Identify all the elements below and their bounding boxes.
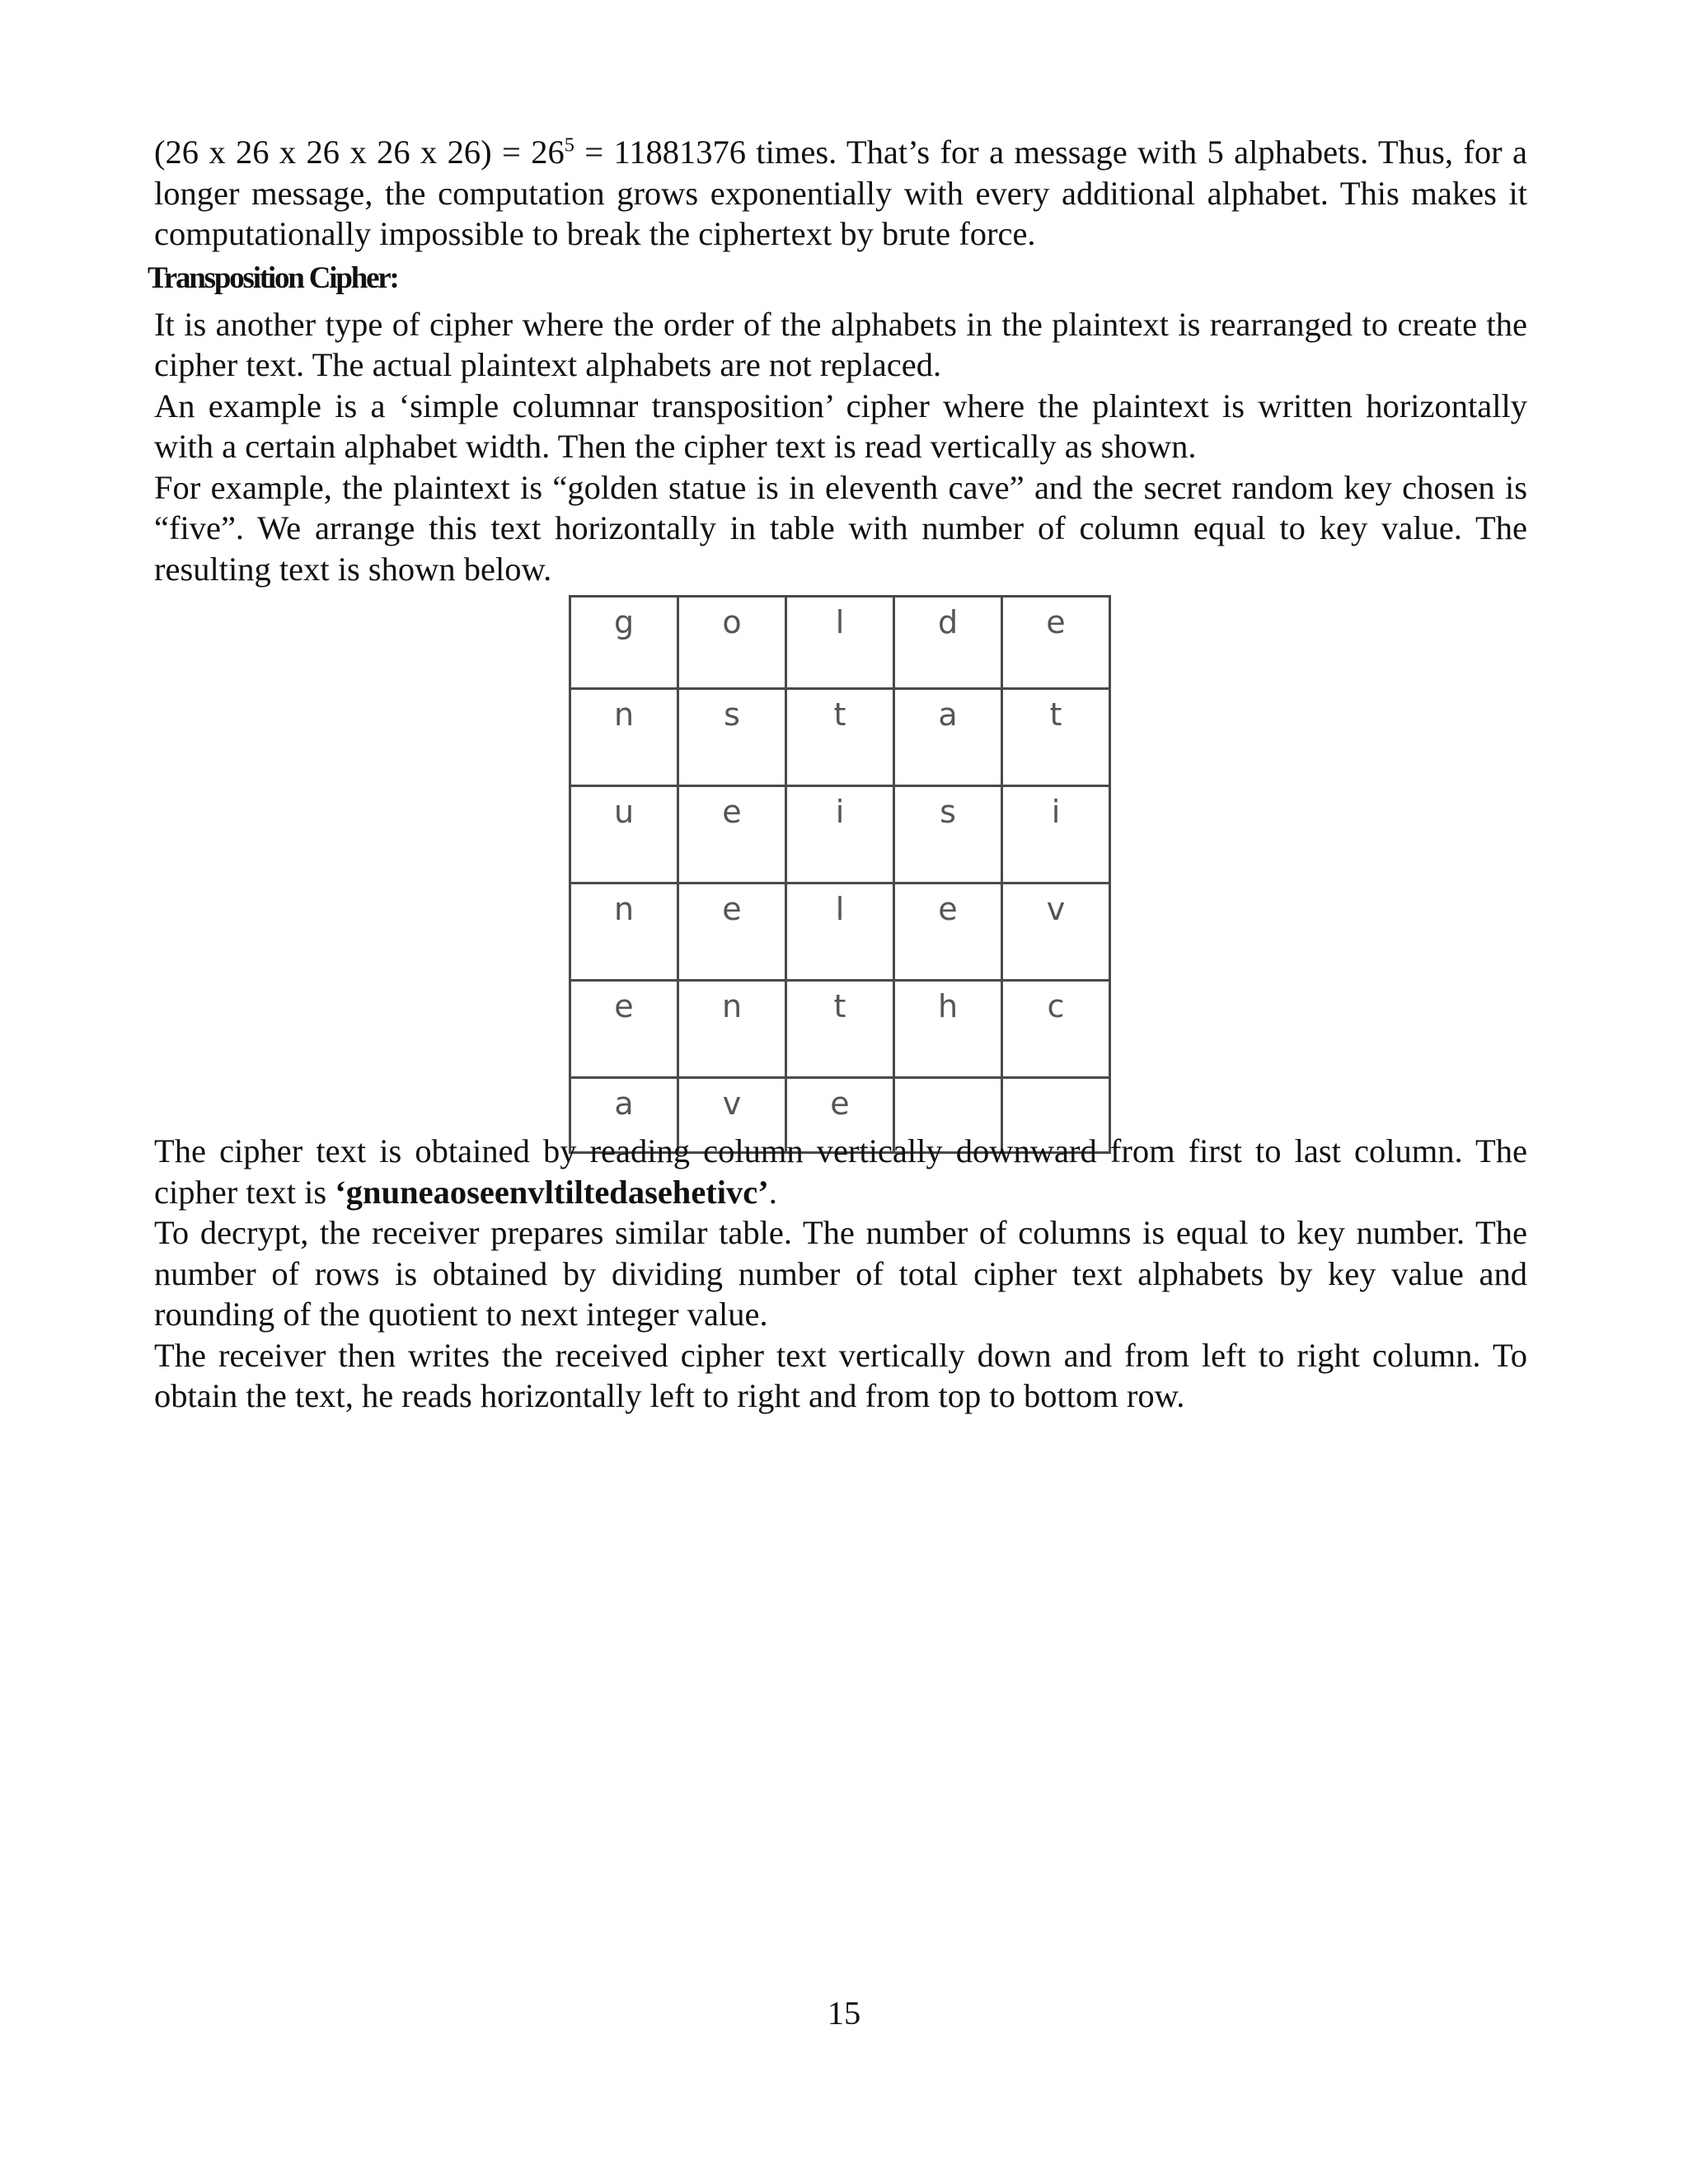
paragraph-decrypt: To decrypt, the receiver prepares similar table. The number of columns is equal to key number. The number of rows is obtained by dividing number of total cipher text alphabets by key value and rounding of the quotient to next integer value.	[154, 1214, 1527, 1333]
grid-cell: i	[1002, 786, 1110, 883]
paragraph-cipher-result	[154, 1131, 1527, 1212]
paragraph-definition: It is another type of cipher where the order of the alphabets in the plaintext is rearranged to create the cipher text. The actual plaintext alphabets are not replaced.	[154, 305, 1527, 383]
grid-cell: e	[678, 786, 786, 883]
grid-cell: e	[786, 1078, 894, 1153]
grid-row	[570, 689, 1110, 786]
grid-cell: s	[678, 689, 786, 786]
grid-cell: v	[678, 1078, 786, 1153]
paragraph-receiver: The receiver then writes the received cipher text vertically down and from left to right column. To obtain the text, he reads horizontally left to right and from top to bottom row.	[154, 1336, 1527, 1414]
grid-cell: e	[1002, 597, 1110, 689]
grid-row	[570, 786, 1110, 883]
grid-cell: u	[570, 786, 678, 883]
grid-cell: e	[894, 883, 1002, 981]
grid-cell: l	[786, 597, 894, 689]
grid-cell: a	[894, 689, 1002, 786]
grid-cell: t	[786, 689, 894, 786]
grid-cell: t	[1002, 689, 1110, 786]
grid-cell: t	[786, 981, 894, 1078]
grid-cell: g	[570, 597, 678, 689]
grid-cell: c	[1002, 981, 1110, 1078]
intro-paragraph	[154, 132, 1527, 255]
ciphertext-value: ‘gnuneaoseenvltiltedasehetivc’	[335, 1173, 769, 1211]
grid-cell: l	[786, 883, 894, 981]
lower-text	[154, 1131, 1527, 1417]
grid-cell: h	[894, 981, 1002, 1078]
paragraph-columnar-example: An example is a ‘simple columnar transposition’ cipher where the plaintext is written horizontally with a certain alphabet width. Then the cipher text is read vertically as shown.	[154, 387, 1527, 465]
grid-cell: n	[570, 689, 678, 786]
grid-cell: o	[678, 597, 786, 689]
grid-cell: e	[678, 883, 786, 981]
main-text	[148, 132, 1527, 589]
intro-formula: (26 x 26 x 26 x 26 x 26) = 26	[154, 134, 565, 171]
transposition-grid	[569, 595, 1111, 1154]
grid-cell: s	[894, 786, 1002, 883]
grid-cell: a	[570, 1078, 678, 1153]
cipher-result-text: The cipher text is obtained by reading column vertically downward from first to last column. The cipher text is	[154, 1132, 1527, 1211]
section-heading: Transposition Cipher:	[148, 260, 398, 295]
intro-text: = 11881376 times. That’s for a message with 5 alphabets. Thus, for a longer message, the computation grows exponentially with every additional alphabet. This makes it computationally impossible to break the ciphertext by brute force.	[154, 134, 1527, 252]
grid-cell: n	[678, 981, 786, 1078]
paragraph-plaintext-example: For example, the plaintext is “golden statue is in eleventh cave” and the secret random key chosen is “five”. We arrange this text horizontally in table with number of column equal to key value. The resulting text is shown below.	[154, 468, 1527, 588]
page-number: 15	[827, 1994, 861, 2032]
grid-cell: d	[894, 597, 1002, 689]
grid-cell: v	[1002, 883, 1110, 981]
intro-exponent: 5	[564, 134, 574, 157]
cipher-result-end: .	[768, 1173, 777, 1211]
grid-row	[570, 597, 1110, 689]
grid-row	[570, 883, 1110, 981]
grid-cell: n	[570, 883, 678, 981]
grid-cell: i	[786, 786, 894, 883]
grid-row	[570, 981, 1110, 1078]
grid-cell: e	[570, 981, 678, 1078]
